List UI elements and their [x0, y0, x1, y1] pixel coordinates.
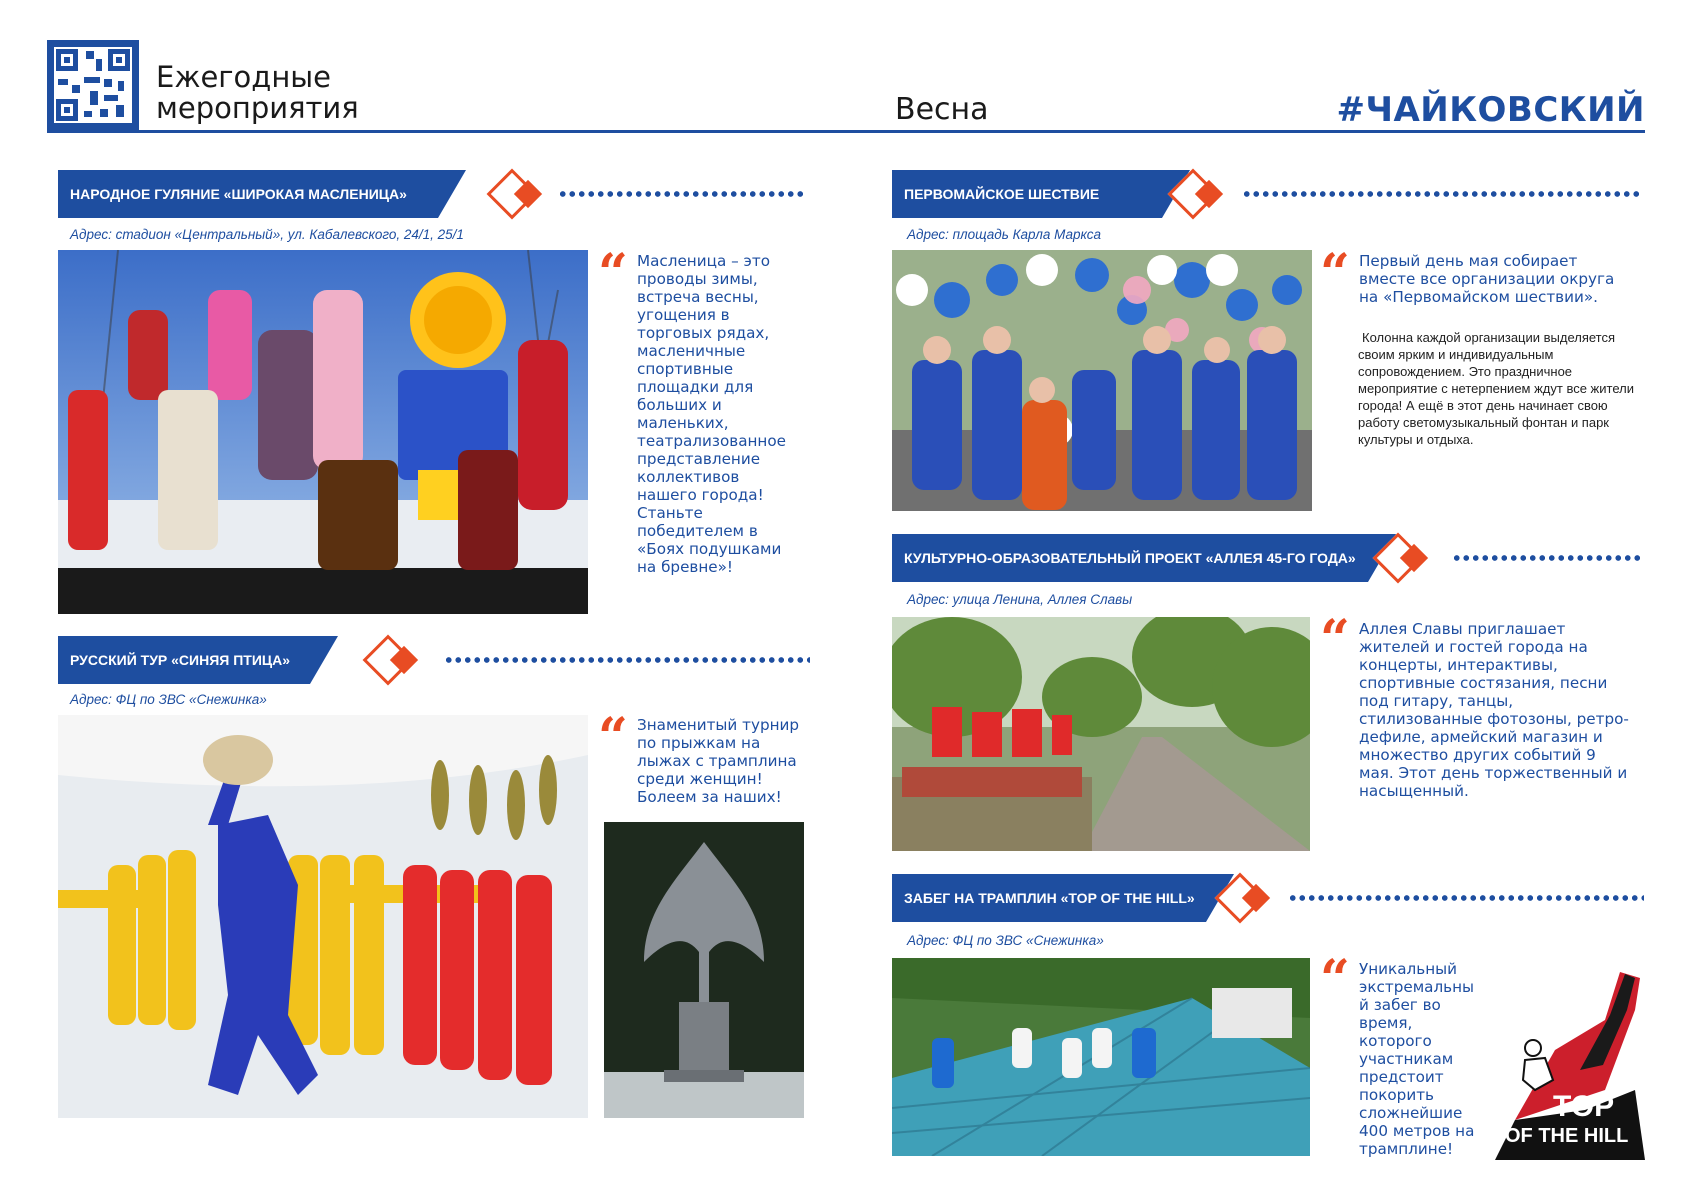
- event-address: Адрес: ФЦ по ЗВС «Снежинка»: [70, 692, 267, 707]
- dotted-divider: [1242, 189, 1642, 199]
- section-banner-alleya: [892, 534, 1644, 582]
- section-banner-top-of-the-hill: [892, 874, 1644, 922]
- season-label: Весна: [895, 92, 989, 127]
- dotted-divider: [444, 655, 810, 665]
- section-title: ЗАБЕГ НА ТРАМПЛИН «TOP OF THE HILL»: [892, 874, 1206, 922]
- event-address: Адрес: улица Ленина, Аллея Славы: [907, 592, 1133, 607]
- photo-alleya: [892, 617, 1310, 851]
- page-title-line1: Ежегодные: [156, 60, 332, 94]
- event-address: Адрес: стадион «Центральный», ул. Кабалевского, 24/1, 25/1: [70, 227, 464, 242]
- section-title: РУССКИЙ ТУР «СИНЯЯ ПТИЦА»: [58, 636, 310, 684]
- photo-maslenitsa: [58, 250, 588, 614]
- section-title: ПЕРВОМАЙСКОЕ ШЕСТВИЕ: [892, 170, 1162, 218]
- section-title: НАРОДНОЕ ГУЛЯНИЕ «ШИРОКАЯ МАСЛЕНИЦА»: [58, 170, 438, 218]
- event-description: Аллея Славы приглашает жителей и гостей города на концерты, интерактивы, спортивные состязания, песни под гитару, танцы, стилизованные фотозоны, ретро-дефиле, армейский магазин и множество других событий 9 мая. Этот день торжественный и насыщенный.: [1359, 620, 1629, 800]
- section-banner-pervomay: [892, 170, 1642, 218]
- photo-pervomay: [892, 250, 1312, 511]
- quote-icon: “: [598, 707, 628, 768]
- page-title: [156, 62, 359, 124]
- event-address: Адрес: площадь Карла Маркса: [907, 227, 1102, 242]
- section-banner-maslenitsa: [58, 170, 806, 218]
- photo-top-of-the-hill: [892, 958, 1310, 1156]
- top-of-the-hill-logo: [1495, 970, 1645, 1160]
- event-description: Первый день мая собирает вместе все организации округа на «Первомайском шествии».: [1359, 252, 1615, 306]
- header-divider: [47, 130, 1645, 133]
- logo-text-of-the-hill: OF THE HILL: [1505, 1125, 1629, 1147]
- event-description: Уникальный экстремальны й забег во время, которого участникам предстоит покорить сложнейшие 400 метров на трамплине!: [1359, 960, 1475, 1158]
- event-details: Колонна каждой организации выделяется своим ярким и индивидуальным сопровождением. Это праздничное мероприятие с нетерпением ждут все жители города! А ещё в этот день начинает свою работу светомузыкальный фонтан и парк культуры и отдыха.: [1358, 330, 1634, 447]
- quote-icon: “: [1320, 243, 1350, 304]
- dotted-divider: [1452, 553, 1644, 563]
- event-address: Адрес: ФЦ по ЗВС «Снежинка»: [907, 933, 1104, 948]
- photo-sinyaya-ptitsa: [58, 715, 588, 1118]
- quote-icon: “: [1320, 609, 1350, 670]
- event-description: Масленица – это проводы зимы, встреча весны, угощения в торговых рядах, масленичные спортивные площадки для больших и маленьких, театрализованное представление коллективов нашего города! Станьте победителем в «Боях подушками на бревне»!: [637, 252, 786, 576]
- logo-text-top: TOP: [1553, 1090, 1615, 1123]
- section-title: КУЛЬТУРНО-ОБРАЗОВАТЕЛЬНЫЙ ПРОЕКТ «АЛЛЕЯ 45-ГО ГОДА»: [892, 534, 1368, 582]
- section-banner-sinyaya-ptitsa: [58, 636, 810, 684]
- photo-trophy: [604, 822, 804, 1118]
- quote-icon: “: [598, 243, 628, 304]
- city-hashtag: #ЧАЙКОВСКИЙ: [1336, 90, 1645, 130]
- event-description: Знаменитый турнир по прыжкам на лыжах с трамплина среди женщин! Болеем за наших!: [637, 716, 800, 806]
- quote-icon: “: [1320, 949, 1350, 1010]
- qr-code-icon[interactable]: [47, 40, 139, 130]
- page-title-line2: мероприятия: [156, 91, 359, 125]
- dotted-divider: [1288, 893, 1644, 903]
- dotted-divider: [558, 189, 806, 199]
